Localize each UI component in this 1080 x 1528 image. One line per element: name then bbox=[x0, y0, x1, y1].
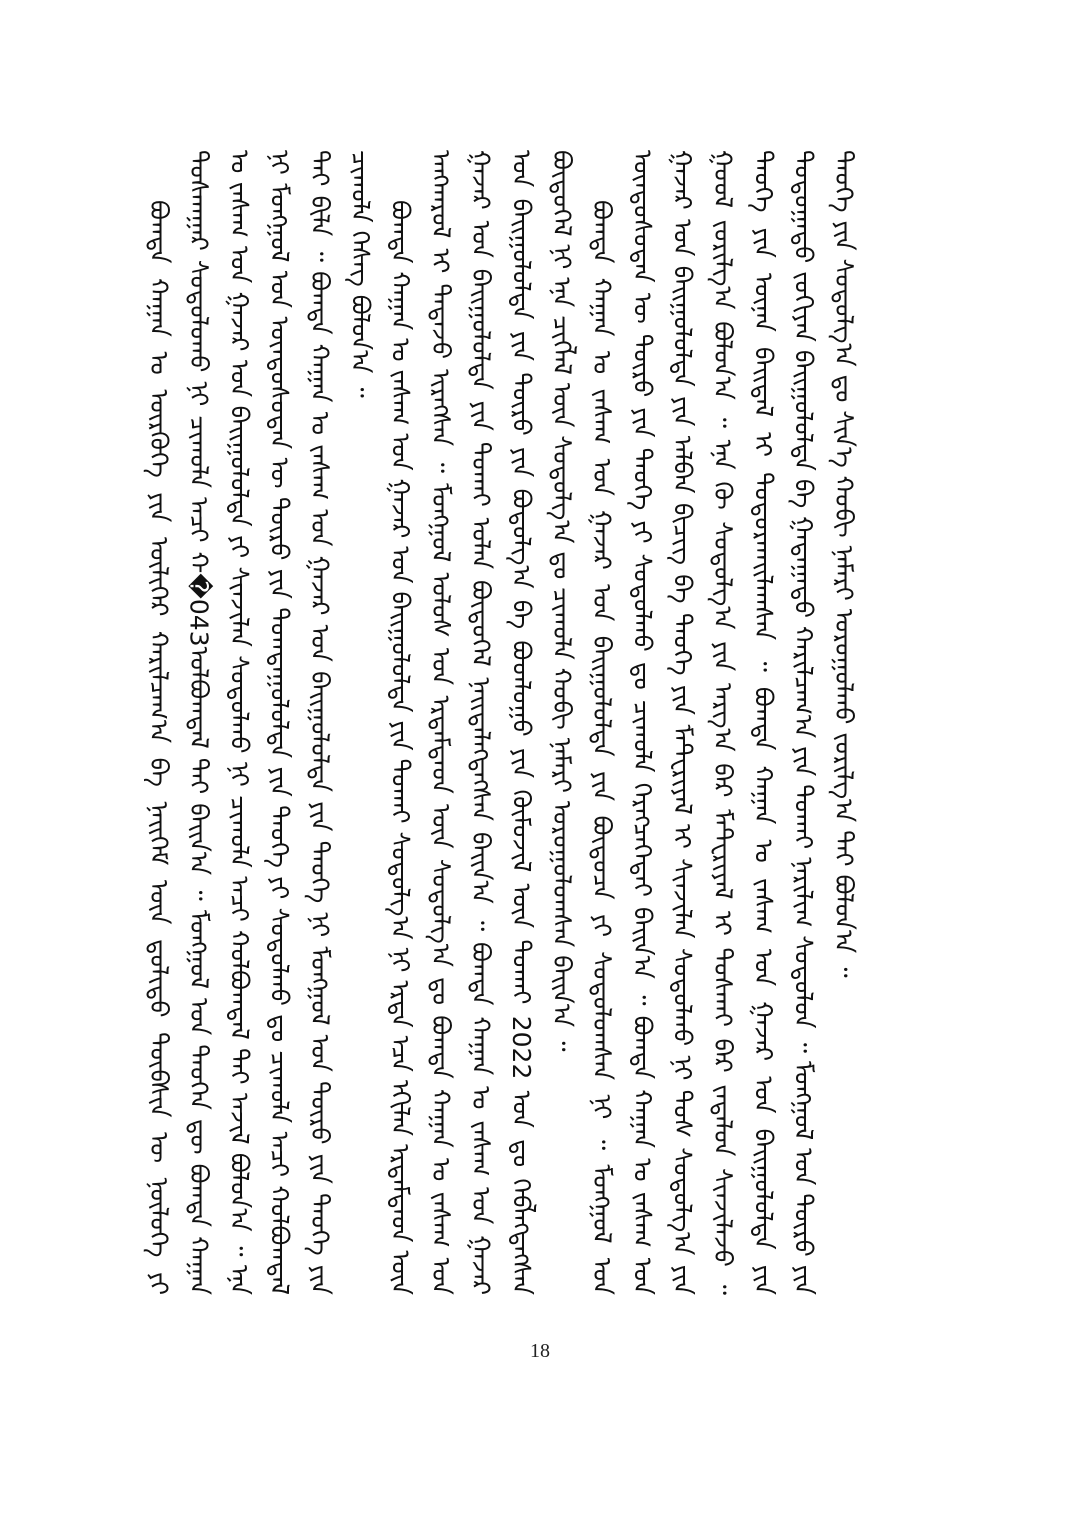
paragraph-1: ᠪᠣᠭᠳᠠ ᠬᠠᠭᠠᠨ ᠤ ᠦᠷᠭᠦᠭᠡ ᠶᠢᠨ ᠦᠯᠢᠭᠡᠷ ᠬᠠᠷᠢᠯᠴᠠᠭ᠎ᠠ ᠪᠠ ᠨᠡᠢᠭᠡᠮ ᠦᠨ ᠳ᠋ᠣᠯᠢᠳᠤ ᠲᠦᠪᠰᠢᠨ ᠦ ᠨᠦᠯᠦᠭᠡ ᠶᠢ ᠲᠤᠰᠬᠠᠭᠠᠷ ᠰᠤᠳᠤᠯᠤᠬᠤ ᠨᠢ ᠴᠢᠬᠤᠯᠠ ᠠᠴᠢ ᠬ�043ᠣᠯᠪᠣᠭᠳᠠᠯ ᠲᠠᠢ ᠪᠠᠢᠨ᠎ᠠ ᠃ ᠮᠣᠩᠭᠣᠯ ᠤᠨ ᠲᠡᠦᠬᠡᠨ ᠳᠦ ᠪᠣᠭᠳᠠ ᠬᠠᠭᠠᠨ ᠤ ᠵᠠᠰᠠᠭ ᠤᠨ ᠭᠠᠵᠠᠷ ᠤᠨ ᠪᠠᠢᠭᠤᠯᠤᠯᠲᠠ ᠶᠢ ᠰᠢᠨᠵᠢᠯᠡᠨ ᠰᠤᠳᠤᠯᠬᠤ ᠨᠢ ᠴᠢᠬᠤᠯᠠ ᠠᠴᠢ ᠬᠣᠯᠪᠣᠭᠳᠠᠯ ᠲᠠᠢ ᠠᠵᠢᠯ ᠪᠣᠯᠤᠨ᠎ᠠ ᠃ ᠡᠨᠡ ᠨᠢ ᠮᠣᠩᠭᠣᠯ ᠤᠨ ᠦᠨᠳᠦᠰᠦᠲᠡᠨ ᠦ ᠲᠦᠷᠦ ᠶᠢᠨ ᠲᠣᠭᠲᠠᠭᠤᠯᠤᠯᠲᠠ ᠶᠢᠨ ᠲᠡᠦᠬᠡ ᠶᠢ ᠰᠤᠳᠤᠯᠬᠤ ᠳᠤ ᠴᠢᠬᠤᠯᠠ ᠠᠴᠢ ᠬᠣᠯᠪᠣᠭᠳᠠᠯ ᠲᠠᠢ ᠪᠢᠯᠡ ᠃ ᠪᠣᠭᠳᠠ ᠬᠠᠭᠠᠨ ᠤ ᠵᠠᠰᠠᠭ ᠤᠨ ᠭᠠᠵᠠᠷ ᠤᠨ ᠪᠠᠢᠭᠤᠯᠤᠯᠲᠠ ᠶᠢᠨ ᠲᠡᠦᠬᠡ ᠨᠢ ᠮᠣᠩᠭᠣᠯ ᠤᠨ ᠲᠦᠷᠦ ᠶᠢᠨ ᠲᠡᠦᠬᠡ ᠶᠢᠨ ᠴᠢᠬᠤᠯᠠ ᠬᠡᠰᠡᠭ ᠪᠣᠯᠤᠨ᠎ᠠ ᠃ bbox=[144, 150, 375, 1295]
mongolian-text-block bbox=[138, 150, 948, 1295]
paragraph-2: ᠪᠣᠭᠳᠠ ᠬᠠᠭᠠᠨ ᠤ ᠵᠠᠰᠠᠭ ᠤᠨ ᠭᠠᠵᠠᠷ ᠤᠨ ᠪᠠᠢᠭᠤᠯᠤᠯᠲᠠ ᠶᠢᠨ ᠲᠤᠬᠠᠢ ᠰᠤᠳᠤᠯᠭ᠎ᠠ ᠨᠢ ᠡᠷᠲᠡ ᠡᠴᠡ ᠡᠬᠢᠯᠡᠨ ᠡᠷᠳᠡᠮᠲᠡᠳ ᠦᠨ ᠠᠩᠬᠠᠷᠤᠯ ᠢ ᠲᠠᠲᠠᠵᠤ ᠢᠷᠡᠭᠰᠡᠨ ᠃ ᠮᠣᠩᠭᠣᠯ ᠤᠯᠤᠰ ᠤᠨ ᠡᠷᠳᠡᠮᠲᠡᠳ ᠦᠨ ᠰᠤᠳᠤᠯᠭ᠎ᠠ ᠳᠤ ᠪᠣᠭᠳᠠ ᠬᠠᠭᠠᠨ ᠤ ᠵᠠᠰᠠᠭ ᠤᠨ ᠭᠠᠵᠠᠷ ᠤᠨ ᠪᠠᠢᠭᠤᠯᠤᠯᠲᠠ ᠶᠢᠨ ᠲᠤᠬᠠᠢ ᠣᠯᠠᠨ ᠪᠦᠲᠦᠭᠡᠯ ᠨᠡᠢᠲᠡᠯᠡᠭᠳᠡᠭᠰᠡᠨ ᠪᠠᠢᠨ᠎ᠠ ᠃ ᠪᠣᠭᠳᠠ ᠬᠠᠭᠠᠨ ᠤ ᠵᠠᠰᠠᠭ ᠤᠨ ᠭᠠᠵᠠᠷ ᠤᠨ ᠪᠠᠢᠭᠤᠯᠤᠯᠲᠠ ᠶᠢᠨ ᠲᠦᠷᠦ ᠶᠢᠨ ᠪᠣᠳᠤᠯᠭ᠎ᠠ ᠪᠠ ᠪᠣᠳᠯᠣᠭᠤ ᠶᠢᠨ ᠬᠦᠮᠦᠵᠢᠯ ᠦᠨ ᠲᠤᠬᠠᠢ 2022 ᠣᠨ ᠳᠤ ᠬᠡᠪᠯᠡᠭᠳᠡᠭᠰᠡᠨ ᠪᠦᠲᠦᠭᠡᠯ ᠨᠢ ᠡᠨᠡ ᠴᠢᠭᠯᠡᠯ ᠦᠨ ᠰᠤᠳᠤᠯᠭ᠎ᠠ ᠳᠤ ᠴᠢᠬᠤᠯᠠ ᠬᠤᠪᠢ ᠨᠡᠮᠡᠷᠢ ᠣᠷᠤᠭᠤᠯᠤᠭᠰᠠᠨ ᠪᠠᠢᠨ᠎ᠠ ᠃ bbox=[386, 150, 577, 1295]
page-number: 18 bbox=[530, 1340, 550, 1362]
paragraph-3: ᠪᠣᠭᠳᠠ ᠬᠠᠭᠠᠨ ᠤ ᠵᠠᠰᠠᠭ ᠤᠨ ᠭᠠᠵᠠᠷ ᠤᠨ ᠪᠠᠢᠭᠤᠯᠤᠯᠲᠠ ᠶᠢᠨ ᠪᠦᠲᠦᠴᠡ ᠶᠢ ᠰᠤᠳᠤᠯᠤᠭᠰᠠᠨ ᠨᠢ ᠃ ᠮᠣᠩᠭᠣᠯ ᠤᠨ ᠦᠨᠳᠦᠰᠦᠲᠡᠨ ᠦ ᠲᠦᠷᠦ ᠶᠢᠨ ᠲᠡᠦᠬᠡ ᠶᠢ ᠰᠤᠳᠤᠯᠬᠤ ᠳᠤ ᠴᠢᠬᠤᠯᠠ ᠬᠡᠷᠡᠭᠴᠡᠭᠡᠲᠡᠢ ᠪᠠᠢᠨ᠎ᠠ ᠃ ᠪᠣᠭᠳᠠ ᠬᠠᠭᠠᠨ ᠤ ᠵᠠᠰᠠᠭ ᠤᠨ ᠭᠠᠵᠠᠷ ᠤᠨ ᠪᠠᠢᠭᠤᠯᠤᠯᠲᠠ ᠶᠢᠨ ᠠᠯᠪᠠᠨ ᠪᠢᠴᠢᠭ ᠪᠠ ᠲᠡᠦᠬᠡ ᠶᠢᠨ ᠮᠠᠲᠧᠷᠢᠶᠠᠯ ᠢ ᠰᠢᠨᠵᠢᠯᠡᠨ ᠰᠤᠳᠤᠯᠬᠤ ᠨᠢ ᠲᠤᠰ ᠰᠤᠳᠤᠯᠭ᠎ᠠ ᠶᠢᠨ ᠭᠣᠣᠯ ᠵᠣᠷᠢᠯᠭ᠎ᠠ ᠪᠣᠯᠤᠨ᠎ᠠ ᠃ ᠡᠨᠡ ᠬᠦ ᠰᠤᠳᠤᠯᠭ᠎ᠠ ᠶᠢᠨ ᠠᠷᠭ᠎ᠠ ᠪᠠᠷ ᠮᠠᠲᠧᠷᠢᠶᠠᠯ ᠢ ᠲᠤᠰᠬᠠᠢ ᠪᠡᠷ ᠵᠠᠳᠠᠯᠤᠨ ᠰᠢᠨᠵᠢᠯᠡᠵᠦ ᠃ ᠲᠡᠦᠬᠡ ᠶᠢᠨ ᠦᠨᠡᠨ ᠪᠠᠢᠳᠠᠯ ᠢ ᠲᠣᠳᠣᠷᠬᠠᠢᠯᠠᠭᠰᠠᠨ ᠃ ᠪᠣᠭᠳᠠ ᠬᠠᠭᠠᠨ ᠤ ᠵᠠᠰᠠᠭ ᠤᠨ ᠭᠠᠵᠠᠷ ᠤᠨ ᠪᠠᠢᠭᠤᠯᠤᠯᠲᠠ ᠶᠢᠨ ᠳᠣᠲᠣᠭᠠᠳᠤ ᠵᠣᠬᠢᠶᠠᠨ ᠪᠠᠢᠭᠤᠯᠤᠯᠲᠠ ᠪᠠ ᠭᠠᠳᠠᠭᠠᠳᠤ ᠬᠠᠷᠢᠯᠴᠠᠭ᠎ᠠ ᠶᠢᠨ ᠲᠤᠬᠠᠢ ᠨᠠᠷᠢᠯᠢᠭ ᠰᠤᠳᠤᠯᠤᠨ ᠃ ᠮᠣᠩᠭᠣᠯ ᠤᠨ ᠲᠦᠷᠦ ᠶᠢᠨ ᠲᠡᠦᠬᠡ ᠶᠢᠨ ᠰᠤᠳᠤᠯᠭ᠎ᠠ ᠳᠤ ᠰᠢᠨ᠎ᠡ ᠬᠤᠪᠢ ᠨᠡᠮᠡᠷᠢ ᠣᠷᠤᠭᠤᠯᠬᠤ ᠵᠣᠷᠢᠯᠭ᠎ᠠ ᠲᠠᠢ ᠪᠣᠯᠤᠨ᠎ᠠ ᠃ bbox=[587, 150, 859, 1295]
